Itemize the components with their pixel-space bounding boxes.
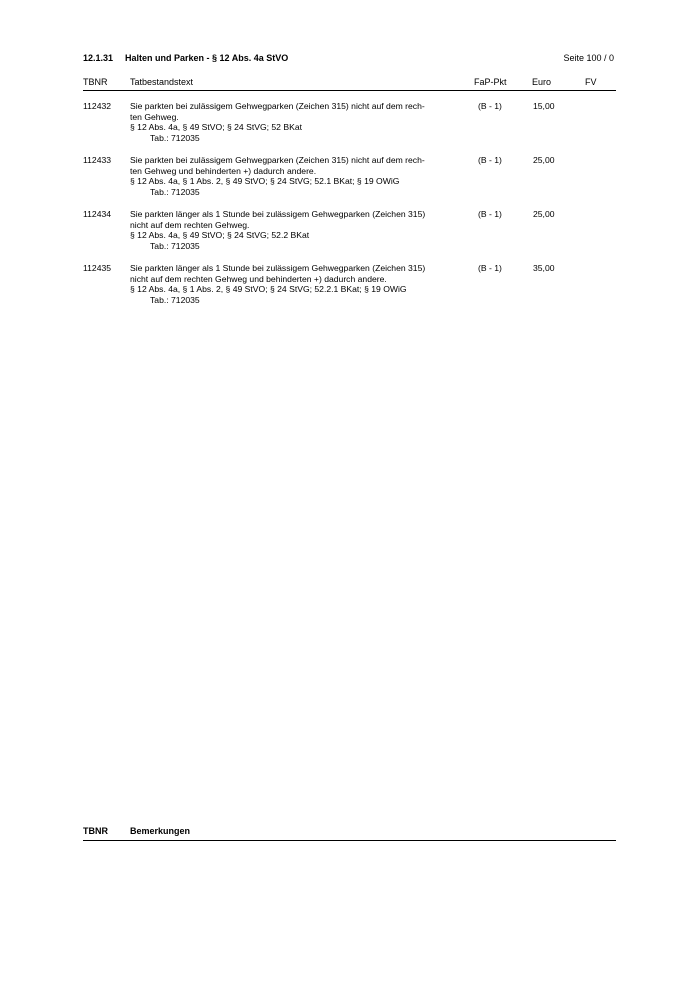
row-tab-reference: Tab.: 712035 xyxy=(150,186,200,197)
row-text-line: § 12 Abs. 4a, § 49 StVO; § 24 StVG; 52.2 BKat xyxy=(130,230,310,240)
row-text-line: Sie parkten bei zulässigem Gehwegparken (Zeichen 315) nicht auf dem rech- xyxy=(130,155,425,165)
remarks-divider xyxy=(83,840,616,841)
row-tbnr: 112434 xyxy=(83,209,112,219)
row-text xyxy=(130,209,462,251)
row-tbnr: 112432 xyxy=(83,101,112,111)
row-euro: 25,00 xyxy=(533,209,555,219)
row-text-line: Sie parkten bei zulässigem Gehwegparken (Zeichen 315) nicht auf dem rech- xyxy=(130,101,425,111)
row-tab-reference: Tab.: 712035 xyxy=(150,294,200,305)
row-text xyxy=(130,101,462,143)
row-text-line: § 12 Abs. 4a, § 1 Abs. 2, § 49 StVO; § 24 StVG; 52.2.1 BKat; § 19 OWiG xyxy=(130,284,407,294)
column-header-tbnr: TBNR xyxy=(83,77,108,87)
row-euro: 35,00 xyxy=(533,263,555,273)
row-tab-reference: Tab.: 712035 xyxy=(150,132,200,143)
row-fap-points: (B - 1) xyxy=(478,101,502,111)
row-text-line: Sie parkten länger als 1 Stunde bei zulässigem Gehwegparken (Zeichen 315) xyxy=(130,209,426,219)
row-tab-reference: Tab.: 712035 xyxy=(150,240,200,251)
section-heading xyxy=(83,53,288,63)
header-divider xyxy=(83,90,616,91)
row-text-line: ten Gehweg und behinderten +) dadurch andere. xyxy=(130,165,317,176)
row-text-line: § 12 Abs. 4a, § 49 StVO; § 24 StVG; 52 BKat xyxy=(130,122,302,132)
row-fap-points: (B - 1) xyxy=(478,155,502,165)
row-text-line: nicht auf dem rechten Gehweg und behinderten +) dadurch andere. xyxy=(130,273,387,284)
row-tbnr: 112433 xyxy=(83,155,112,165)
page-number: Seite 100 / 0 xyxy=(563,53,614,63)
section-number: 12.1.31 xyxy=(83,53,114,63)
row-tbnr: 112435 xyxy=(83,263,112,273)
column-header-euro: Euro xyxy=(532,77,552,87)
row-text-line: § 12 Abs. 4a, § 1 Abs. 2, § 49 StVO; § 24 StVG; 52.1 BKat; § 19 OWiG xyxy=(130,176,400,186)
row-fap-points: (B - 1) xyxy=(478,263,502,273)
row-text xyxy=(130,155,462,197)
row-fap-points: (B - 1) xyxy=(478,209,502,219)
column-header-text: Tatbestandstext xyxy=(130,77,194,87)
row-text-line: ten Gehweg. xyxy=(130,111,179,122)
remarks-tbnr-header: TBNR xyxy=(83,826,108,836)
column-header-fv: FV xyxy=(585,77,597,87)
row-euro: 25,00 xyxy=(533,155,555,165)
section-title: Halten und Parken - § 12 Abs. 4a StVO xyxy=(125,53,289,63)
remarks-header: Bemerkungen xyxy=(130,826,191,836)
row-text xyxy=(130,263,462,305)
row-text-line: nicht auf dem rechten Gehweg. xyxy=(130,219,250,230)
row-text-line: Sie parkten länger als 1 Stunde bei zulässigem Gehwegparken (Zeichen 315) xyxy=(130,263,426,273)
row-euro: 15,00 xyxy=(533,101,555,111)
column-header-fap: FaP-Pkt xyxy=(474,77,507,87)
